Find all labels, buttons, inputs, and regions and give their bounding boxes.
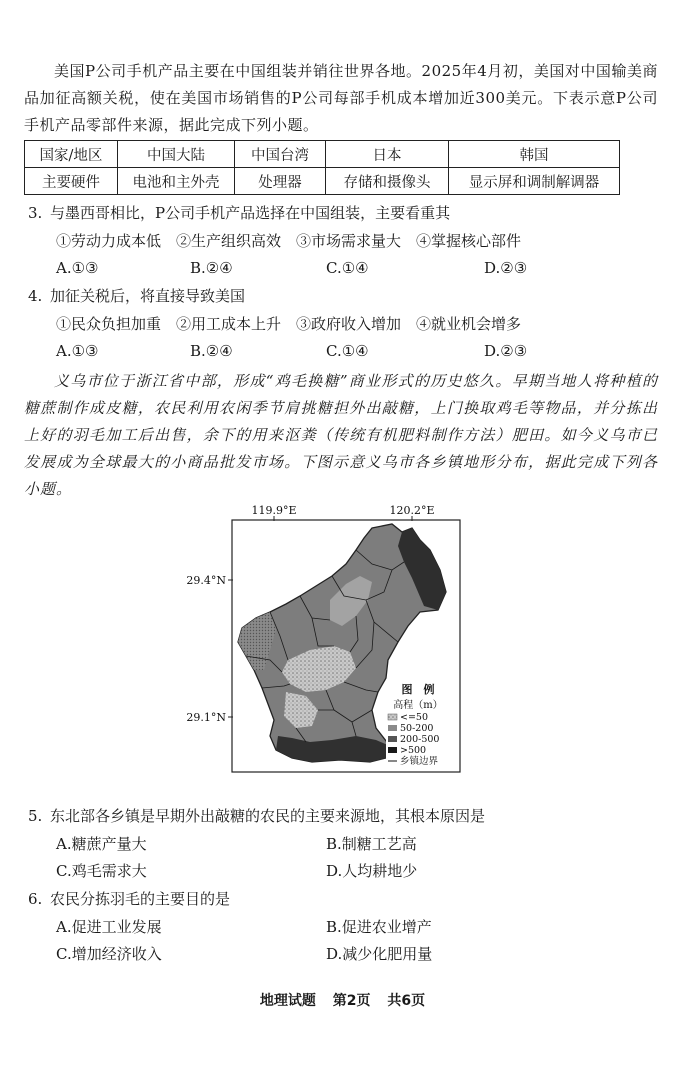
table-row bbox=[25, 168, 620, 195]
table-cell: 中国大陆 bbox=[118, 141, 235, 168]
question-stem: 加征关税后，将直接导致美国 bbox=[50, 287, 246, 305]
legend-label: 乡镇边界 bbox=[400, 756, 439, 767]
lat-label-1: 29.4°N bbox=[186, 574, 226, 587]
page-footer bbox=[0, 990, 685, 1010]
table-cell: 显示屏和调制解调器 bbox=[449, 168, 620, 195]
legend-swatch-low bbox=[388, 725, 397, 731]
q5-option-b[interactable]: B.制糖工艺高 bbox=[326, 835, 417, 853]
table-cell: 电池和主外壳 bbox=[118, 168, 235, 195]
passage-yiwu: 义乌市位于浙江省中部，形成“鸡毛换糖”商业形式的历史悠久。早期当地人将种植的糖蔗制作成皮糖，农民利用农闲季节肩挑糖担外出敲糖，上门换取鸡毛等物品，并分拣出上好的羽毛加工后出售，余下的用来沤粪（传统有机肥料制作方法）肥田。如今义乌市已发展成为全球最大的小商品批发市场。下图示意义乌市各乡镇地形分布，据此完成下列各小题。 bbox=[24, 372, 658, 498]
q3-option-d[interactable]: D.②③ bbox=[484, 259, 528, 277]
table-cell: 中国台湾 bbox=[235, 141, 326, 168]
q6-option-d[interactable]: D.减少化肥用量 bbox=[326, 945, 433, 963]
terrain-high-south bbox=[276, 736, 390, 762]
q4-option-a[interactable]: A.①③ bbox=[56, 342, 99, 360]
legend-subtitle: 高程（m） bbox=[393, 700, 443, 711]
legend-swatch-high bbox=[388, 747, 397, 753]
table-cell: 韩国 bbox=[449, 141, 620, 168]
question-number: 6. bbox=[28, 890, 43, 908]
legend-label: 200-500 bbox=[400, 734, 440, 745]
q5-option-a[interactable]: A.糖蔗产量大 bbox=[56, 835, 147, 853]
question-6 bbox=[28, 887, 230, 911]
question-number: 5. bbox=[28, 807, 43, 825]
lat-label-2: 29.1°N bbox=[186, 711, 226, 724]
question-number: 3. bbox=[28, 204, 43, 222]
table-cell: 处理器 bbox=[235, 168, 326, 195]
question-number: 4. bbox=[28, 287, 43, 305]
table-header-row bbox=[25, 141, 620, 168]
legend-swatch-mid bbox=[388, 736, 397, 742]
table-cell: 日本 bbox=[326, 141, 449, 168]
q4-option-d[interactable]: D.②③ bbox=[484, 342, 528, 360]
question-3-items: ①劳动力成本低 ②生产组织高效 ③市场需求量大 ④掌握核心部件 bbox=[56, 232, 522, 250]
question-stem: 东北部各乡镇是早期外出敲糖的农民的主要来源地，其根本原因是 bbox=[50, 807, 486, 825]
q6-option-b[interactable]: B.促进农业增产 bbox=[326, 918, 432, 936]
yiwu-terrain-map bbox=[0, 500, 685, 790]
lon-label-1: 119.9°E bbox=[251, 504, 297, 517]
legend-swatch-lowest bbox=[388, 714, 397, 720]
table-cell: 存储和摄像头 bbox=[326, 168, 449, 195]
q6-option-c[interactable]: C.增加经济收入 bbox=[56, 945, 162, 963]
q5-option-d[interactable]: D.人均耕地少 bbox=[326, 862, 418, 880]
table-cell: 国家/地区 bbox=[25, 141, 118, 168]
footer-page: 第2页 bbox=[332, 993, 371, 1009]
question-5 bbox=[28, 804, 485, 828]
q3-option-b[interactable]: B.②④ bbox=[190, 259, 233, 277]
q4-option-b[interactable]: B.②④ bbox=[190, 342, 233, 360]
q3-option-a[interactable]: A.①③ bbox=[56, 259, 99, 277]
map-legend bbox=[386, 680, 456, 768]
q5-option-c[interactable]: C.鸡毛需求大 bbox=[56, 862, 147, 880]
question-stem: 与墨西哥相比，P公司手机产品选择在中国组装，主要看重其 bbox=[50, 204, 451, 222]
q6-option-a[interactable]: A.促进工业发展 bbox=[56, 918, 162, 936]
q4-option-c[interactable]: C.①④ bbox=[326, 342, 369, 360]
lon-label-2: 120.2°E bbox=[389, 504, 435, 517]
q3-option-c[interactable]: C.①④ bbox=[326, 259, 369, 277]
legend-label: >500 bbox=[400, 745, 427, 756]
legend-label: <=50 bbox=[400, 712, 429, 723]
question-4-items: ①民众负担加重 ②用工成本上升 ③政府收入增加 ④就业机会增多 bbox=[56, 315, 522, 333]
table-cell: 主要硬件 bbox=[25, 168, 118, 195]
question-3 bbox=[28, 201, 450, 225]
question-stem: 农民分拣羽毛的主要目的是 bbox=[50, 890, 231, 908]
footer-total: 共6页 bbox=[387, 993, 426, 1009]
parts-source-table bbox=[24, 140, 620, 195]
legend-title: 图 例 bbox=[401, 683, 435, 696]
passage-phone: 美国P公司手机产品主要在中国组装并销往世界各地。2025年4月初，美国对中国输美商品加征高额关税，使在美国市场销售的P公司每部手机成本增加近300美元。下表示意P公司手机产品零部件来源，据此完成下列小题。 bbox=[24, 62, 658, 134]
footer-subject: 地理试题 bbox=[259, 993, 316, 1009]
legend-label: 50-200 bbox=[400, 723, 434, 734]
question-4 bbox=[28, 284, 245, 308]
